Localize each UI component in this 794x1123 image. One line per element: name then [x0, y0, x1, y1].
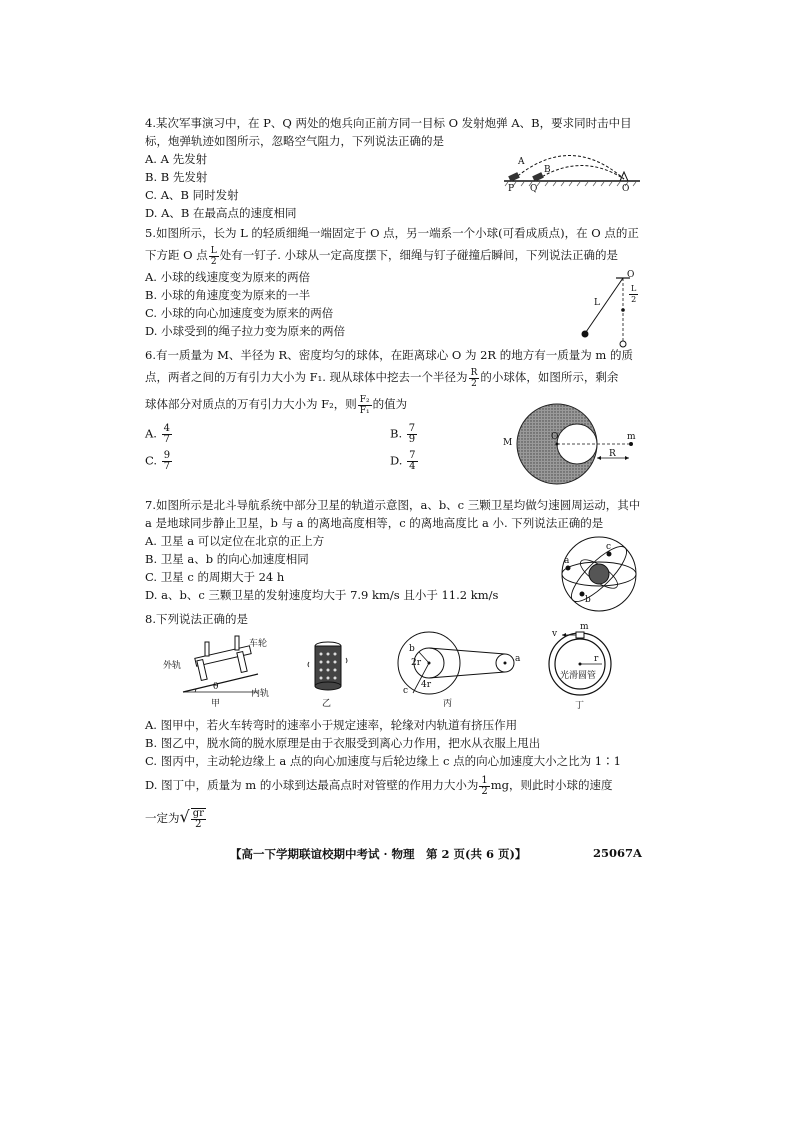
q6-stem-line3: 球体部分对质点的万有引力大小为 F₂，则 $\frac{\text{F₂}}{\text{F₁}}$ 的值为 [145, 394, 408, 416]
q5-figure [570, 270, 650, 350]
caption-ding: 丁 [575, 701, 585, 711]
trajectory-a [514, 156, 624, 180]
q6-option-a: A. $\frac{4}{7}$ [145, 423, 170, 445]
q7-stem-line1: 7.如图所示是北斗导航系统中部分卫星的轨道示意图，a、b、c 三颗卫星均做匀速圆周运动，其中 [145, 498, 641, 512]
q6-stem-line2: 点，两者之间的万有引力大小为 F₁. 现从球体中挖去一个半径为 $\frac{R}{2}$ 的小球体，如图所示，剩余 [145, 367, 619, 389]
q8-option-b: B. 图乙中，脱水筒的脱水原理是由于衣服受到离心力作用，把水从衣服上甩出 [145, 736, 541, 750]
label-a: a [564, 556, 570, 566]
q8-stem: 8.下列说法正确的是 [145, 612, 248, 626]
ball-icon [582, 331, 589, 338]
caption-bing: 丙 [443, 699, 453, 709]
label-m-big: M [503, 438, 513, 448]
caption-jia: 甲 [211, 699, 221, 709]
label-smooth-tube: 光滑圆管 [560, 671, 597, 681]
label-o: O [551, 432, 559, 442]
label-b: b [585, 595, 591, 605]
fig-jia [163, 634, 273, 709]
q4-stem-line2: 标，炮弹轨迹如图所示，忽略空气阻力，下列说法正确的是 [145, 134, 444, 148]
q8-option-a: A. 图甲中，若火车转弯时的速率小于规定速率，轮缘对内轨道有挤压作用 [145, 718, 518, 732]
q6-option-d: D. $\frac{7}{4}$ [390, 450, 416, 472]
q5-stem-line2: 下方距 O 点 $\frac{L}{2}$ 处有一钉子. 小球从一定高度摆下，细绳与钉子碰撞后瞬间，下列说法正确的是 [145, 245, 619, 267]
label-2r: 2r [411, 658, 422, 668]
label-c: c [403, 686, 409, 696]
label-l-half: $\frac{L}{2}$ [631, 284, 637, 304]
q8-option-d: D. 图丁中，质量为 m 的小球到达最高点时对管壁的作用力大小为 $\frac{1}{2}$ mg，则此时小球的速度 [145, 774, 613, 797]
q7-option-d: D. a、b、c 三颗卫星的发射速度均大于 7.9 km/s 且小于 11.2 km/s [145, 588, 499, 602]
label-outer-rail: 外轨 [163, 661, 182, 671]
hollowed-sphere-diagram [503, 402, 643, 488]
q7-option-a: A. 卫星 a 可以定位在北京的正上方 [145, 534, 325, 548]
q4-stem-line1: 4.某次军事演习中，在 P、Q 两处的炮兵向正前方同一目标 O 发射炮弹 A、B，要求同时击中目 [145, 116, 632, 130]
label-p: P [508, 184, 515, 194]
q5-fraction: $\frac{L}{2}$ [210, 245, 217, 267]
q5-stem-line1: 5.如图所示，长为 L 的轻质细绳一端固定于 O 点，另一端系一个小球(可看成质点)，在 O 点的正 [145, 226, 639, 240]
label-c: c [606, 542, 612, 552]
label-l: L [594, 298, 600, 308]
satellite-orbits-diagram [556, 534, 642, 614]
label-v: v [552, 629, 558, 639]
label-b: B [544, 165, 551, 175]
q7-option-c: C. 卫星 c 的周期大于 24 h [145, 570, 285, 584]
q4-option-d: D. A、B 在最高点的速度相同 [145, 206, 297, 220]
q5-option-c: C. 小球的向心加速度变为原来的两倍 [145, 306, 334, 320]
q7-option-b: B. 卫星 a、b 的向心加速度相同 [145, 552, 309, 566]
q5-option-b: B. 小球的角速度变为原来的一半 [145, 288, 311, 302]
fig-ding [540, 622, 620, 711]
label-4r: 4r [421, 680, 432, 690]
q6-stem-line1: 6.有一质量为 M、半径为 R、密度均匀的球体，在距离球心 O 为 2R 的地方有一质量为 m 的质 [145, 348, 633, 362]
label-b: b [409, 644, 415, 654]
q4-option-a: A. A 先发射 [145, 152, 208, 166]
point-mass-icon [629, 442, 633, 446]
question-8-options [145, 716, 645, 835]
label-q: Q [530, 184, 538, 194]
q4-figure [500, 148, 645, 194]
q7-figure [556, 534, 642, 614]
q4-option-b: B. B 先发射 [145, 170, 208, 184]
page-footer: 【高一下学期联谊校期中考试 · 物理 第 2 页(共 6 页)】 [230, 847, 527, 861]
label-m-small: m [627, 432, 636, 442]
spin-dryer-diagram [306, 638, 350, 694]
q4-option-c: C. A、B 同时发射 [145, 188, 239, 202]
q5-option-a: A. 小球的线速度变为原来的两倍 [145, 270, 311, 284]
q5-option-d: D. 小球受到的绳子拉力变为原来的两倍 [145, 324, 346, 338]
label-o: O [627, 270, 635, 280]
fig-bing [393, 630, 521, 709]
nail-icon [621, 308, 625, 312]
caption-yi: 乙 [322, 699, 332, 709]
label-r: R [609, 449, 616, 459]
label-theta: θ [213, 682, 219, 692]
q6-option-b: B. $\frac{7}{9}$ [390, 423, 416, 445]
label-m: m [580, 622, 589, 632]
fig-yi [306, 638, 350, 709]
q8-option-d-cont: 一定为√ $\frac{gr}{2}$ [145, 807, 204, 830]
q6-figure [503, 402, 643, 488]
earth-icon [589, 564, 609, 584]
label-o: O [622, 184, 630, 194]
label-wheel: 车轮 [249, 639, 268, 649]
label-a: A [518, 157, 525, 167]
label-inner-rail: 内轨 [251, 689, 270, 699]
q6-option-c: C. $\frac{9}{7}$ [145, 450, 171, 472]
label-a: a [515, 654, 521, 664]
pendulum-diagram [570, 270, 650, 350]
exam-code: 25067A [593, 846, 642, 860]
label-r: r [594, 654, 599, 664]
q7-stem-line2: a 是地球同步静止卫星，b 与 a 的离地高度相等，c 的离地高度比 a 小. 下列说法正确的是 [145, 516, 604, 530]
question-8 [145, 610, 645, 628]
q8-option-c: C. 图丙中，主动轮边缘上 a 点的向心加速度与后轮边缘上 c 点的向心加速度大小之比为 1∶1 [145, 754, 621, 768]
